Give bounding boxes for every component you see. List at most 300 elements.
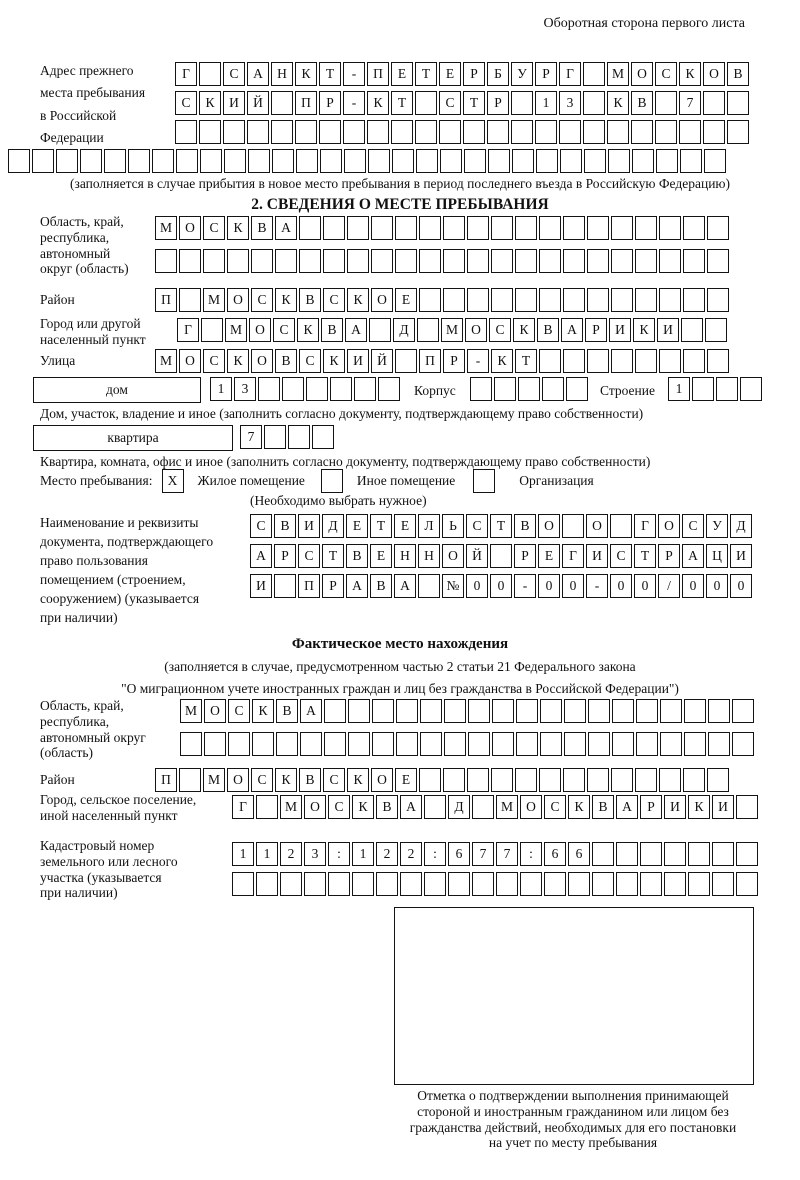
char-box[interactable]: П bbox=[155, 768, 177, 792]
char-box[interactable] bbox=[727, 120, 749, 144]
char-box[interactable]: О bbox=[520, 795, 542, 819]
char-box[interactable] bbox=[716, 377, 738, 401]
char-box[interactable] bbox=[369, 318, 391, 342]
char-box[interactable]: Е bbox=[370, 544, 392, 568]
char-box[interactable] bbox=[539, 288, 561, 312]
char-box[interactable] bbox=[515, 288, 537, 312]
char-box[interactable] bbox=[705, 318, 727, 342]
char-box[interactable]: И bbox=[730, 544, 752, 568]
char-box[interactable]: М bbox=[607, 62, 629, 86]
char-box[interactable] bbox=[612, 732, 634, 756]
char-box[interactable] bbox=[472, 872, 494, 896]
char-box[interactable] bbox=[636, 699, 658, 723]
char-box[interactable]: П bbox=[367, 62, 389, 86]
char-box[interactable]: Д bbox=[730, 514, 752, 538]
char-box[interactable]: 0 bbox=[538, 574, 560, 598]
char-box[interactable]: О bbox=[538, 514, 560, 538]
char-box[interactable] bbox=[417, 318, 439, 342]
char-box[interactable] bbox=[232, 872, 254, 896]
char-box[interactable] bbox=[587, 349, 609, 373]
char-box[interactable]: Е bbox=[346, 514, 368, 538]
char-box[interactable]: Р bbox=[535, 62, 557, 86]
char-box[interactable] bbox=[443, 249, 465, 273]
char-box[interactable] bbox=[542, 377, 564, 401]
char-box[interactable] bbox=[444, 699, 466, 723]
char-box[interactable]: С bbox=[251, 288, 273, 312]
char-box[interactable] bbox=[295, 120, 317, 144]
char-box[interactable]: Й bbox=[371, 349, 393, 373]
char-box[interactable] bbox=[640, 872, 662, 896]
char-box[interactable]: А bbox=[247, 62, 269, 86]
char-box[interactable]: А bbox=[682, 544, 704, 568]
char-box[interactable]: 3 bbox=[234, 377, 256, 401]
char-box[interactable] bbox=[275, 249, 297, 273]
char-box[interactable]: В bbox=[514, 514, 536, 538]
char-box[interactable]: В bbox=[276, 699, 298, 723]
char-box[interactable]: К bbox=[199, 91, 221, 115]
char-box[interactable] bbox=[443, 768, 465, 792]
char-box[interactable] bbox=[296, 149, 318, 173]
char-box[interactable]: X bbox=[162, 469, 184, 493]
char-box[interactable]: В bbox=[275, 349, 297, 373]
char-box[interactable] bbox=[592, 872, 614, 896]
char-box[interactable]: 0 bbox=[682, 574, 704, 598]
char-box[interactable] bbox=[392, 149, 414, 173]
char-box[interactable] bbox=[468, 732, 490, 756]
char-box[interactable] bbox=[564, 699, 586, 723]
char-box[interactable] bbox=[540, 732, 562, 756]
char-box[interactable] bbox=[636, 732, 658, 756]
char-box[interactable]: А bbox=[346, 574, 368, 598]
char-box[interactable] bbox=[488, 149, 510, 173]
char-box[interactable] bbox=[736, 795, 758, 819]
char-box[interactable]: М bbox=[441, 318, 463, 342]
char-box[interactable]: А bbox=[561, 318, 583, 342]
char-box[interactable] bbox=[683, 768, 705, 792]
char-box[interactable]: Р bbox=[443, 349, 465, 373]
char-box[interactable]: М bbox=[155, 349, 177, 373]
char-box[interactable] bbox=[347, 216, 369, 240]
char-box[interactable]: К bbox=[347, 288, 369, 312]
char-box[interactable] bbox=[321, 469, 343, 493]
char-box[interactable] bbox=[610, 514, 632, 538]
char-box[interactable] bbox=[659, 288, 681, 312]
char-box[interactable] bbox=[473, 469, 495, 493]
char-box[interactable] bbox=[568, 872, 590, 896]
char-box[interactable] bbox=[656, 149, 678, 173]
char-box[interactable]: О bbox=[249, 318, 271, 342]
char-box[interactable] bbox=[470, 377, 492, 401]
char-box[interactable]: Е bbox=[538, 544, 560, 568]
char-box[interactable]: Д bbox=[393, 318, 415, 342]
char-box[interactable] bbox=[540, 699, 562, 723]
char-box[interactable]: С bbox=[273, 318, 295, 342]
char-box[interactable]: Р bbox=[322, 574, 344, 598]
char-box[interactable]: 0 bbox=[706, 574, 728, 598]
char-box[interactable]: К bbox=[252, 699, 274, 723]
char-box[interactable] bbox=[539, 249, 561, 273]
char-box[interactable] bbox=[518, 377, 540, 401]
char-box[interactable]: К bbox=[513, 318, 535, 342]
char-box[interactable]: Р bbox=[319, 91, 341, 115]
char-box[interactable]: С bbox=[682, 514, 704, 538]
char-box[interactable]: № bbox=[442, 574, 464, 598]
char-box[interactable] bbox=[727, 91, 749, 115]
char-box[interactable] bbox=[683, 216, 705, 240]
char-box[interactable] bbox=[587, 288, 609, 312]
char-box[interactable] bbox=[251, 249, 273, 273]
char-box[interactable] bbox=[707, 288, 729, 312]
char-box[interactable] bbox=[415, 120, 437, 144]
char-box[interactable] bbox=[588, 699, 610, 723]
char-box[interactable] bbox=[632, 149, 654, 173]
char-box[interactable] bbox=[512, 149, 534, 173]
char-box[interactable] bbox=[448, 872, 470, 896]
char-box[interactable] bbox=[354, 377, 376, 401]
char-box[interactable] bbox=[608, 149, 630, 173]
char-box[interactable] bbox=[271, 120, 293, 144]
char-box[interactable] bbox=[511, 91, 533, 115]
char-box[interactable] bbox=[155, 249, 177, 273]
char-box[interactable]: Л bbox=[418, 514, 440, 538]
char-box[interactable]: : bbox=[424, 842, 446, 866]
char-box[interactable] bbox=[684, 732, 706, 756]
char-box[interactable] bbox=[179, 288, 201, 312]
char-box[interactable] bbox=[256, 872, 278, 896]
char-box[interactable] bbox=[56, 149, 78, 173]
char-box[interactable] bbox=[8, 149, 30, 173]
char-box[interactable] bbox=[227, 249, 249, 273]
char-box[interactable] bbox=[256, 795, 278, 819]
char-box[interactable] bbox=[490, 544, 512, 568]
char-box[interactable]: Р bbox=[658, 544, 680, 568]
char-box[interactable] bbox=[247, 120, 269, 144]
char-box[interactable] bbox=[635, 768, 657, 792]
char-box[interactable]: И bbox=[298, 514, 320, 538]
char-box[interactable] bbox=[464, 149, 486, 173]
char-box[interactable]: О bbox=[251, 349, 273, 373]
char-box[interactable] bbox=[467, 249, 489, 273]
char-box[interactable] bbox=[347, 249, 369, 273]
char-box[interactable] bbox=[688, 842, 710, 866]
char-box[interactable] bbox=[611, 216, 633, 240]
char-box[interactable]: / bbox=[658, 574, 680, 598]
char-box[interactable]: К bbox=[347, 768, 369, 792]
char-box[interactable]: К bbox=[688, 795, 710, 819]
char-box[interactable] bbox=[199, 120, 221, 144]
char-box[interactable]: К bbox=[568, 795, 590, 819]
char-box[interactable]: В bbox=[631, 91, 653, 115]
char-box[interactable] bbox=[312, 425, 334, 449]
char-box[interactable] bbox=[740, 377, 762, 401]
char-box[interactable] bbox=[320, 149, 342, 173]
char-box[interactable] bbox=[424, 872, 446, 896]
char-box[interactable]: И bbox=[609, 318, 631, 342]
char-box[interactable]: А bbox=[400, 795, 422, 819]
char-box[interactable]: О bbox=[179, 349, 201, 373]
char-box[interactable] bbox=[655, 120, 677, 144]
char-box[interactable] bbox=[424, 795, 446, 819]
char-box[interactable] bbox=[707, 216, 729, 240]
char-box[interactable]: У bbox=[511, 62, 533, 86]
char-box[interactable]: - bbox=[467, 349, 489, 373]
char-box[interactable] bbox=[440, 149, 462, 173]
char-box[interactable] bbox=[635, 249, 657, 273]
char-box[interactable] bbox=[631, 120, 653, 144]
char-box[interactable]: М bbox=[155, 216, 177, 240]
char-box[interactable]: 7 bbox=[496, 842, 518, 866]
char-box[interactable] bbox=[468, 699, 490, 723]
char-box[interactable]: 6 bbox=[448, 842, 470, 866]
char-box[interactable]: К bbox=[633, 318, 655, 342]
char-box[interactable]: К bbox=[295, 62, 317, 86]
char-box[interactable]: Т bbox=[370, 514, 392, 538]
char-box[interactable] bbox=[640, 842, 662, 866]
char-box[interactable]: И bbox=[657, 318, 679, 342]
char-box[interactable] bbox=[732, 732, 754, 756]
char-box[interactable] bbox=[395, 249, 417, 273]
char-box[interactable] bbox=[367, 120, 389, 144]
char-box[interactable]: П bbox=[295, 91, 317, 115]
char-box[interactable]: К bbox=[297, 318, 319, 342]
char-box[interactable]: Е bbox=[394, 514, 416, 538]
char-box[interactable]: Д bbox=[448, 795, 470, 819]
char-box[interactable] bbox=[420, 732, 442, 756]
char-box[interactable] bbox=[583, 120, 605, 144]
char-box[interactable] bbox=[612, 699, 634, 723]
char-box[interactable]: В bbox=[299, 288, 321, 312]
char-box[interactable]: О bbox=[631, 62, 653, 86]
char-box[interactable] bbox=[563, 349, 585, 373]
char-box[interactable] bbox=[707, 249, 729, 273]
char-box[interactable] bbox=[175, 120, 197, 144]
char-box[interactable]: О bbox=[371, 768, 393, 792]
char-box[interactable] bbox=[535, 120, 557, 144]
char-box[interactable]: С bbox=[328, 795, 350, 819]
char-box[interactable] bbox=[201, 318, 223, 342]
char-box[interactable] bbox=[200, 149, 222, 173]
char-box[interactable]: О bbox=[586, 514, 608, 538]
char-box[interactable] bbox=[299, 216, 321, 240]
char-box[interactable] bbox=[587, 768, 609, 792]
char-box[interactable] bbox=[248, 149, 270, 173]
char-box[interactable] bbox=[443, 288, 465, 312]
char-box[interactable] bbox=[324, 732, 346, 756]
char-box[interactable] bbox=[704, 149, 726, 173]
char-box[interactable]: Р bbox=[487, 91, 509, 115]
char-box[interactable]: В bbox=[727, 62, 749, 86]
char-box[interactable] bbox=[419, 249, 441, 273]
char-box[interactable] bbox=[276, 732, 298, 756]
char-box[interactable]: В bbox=[592, 795, 614, 819]
char-box[interactable] bbox=[306, 377, 328, 401]
char-box[interactable] bbox=[224, 149, 246, 173]
char-box[interactable] bbox=[703, 91, 725, 115]
char-box[interactable] bbox=[319, 120, 341, 144]
char-box[interactable] bbox=[179, 249, 201, 273]
char-box[interactable] bbox=[419, 768, 441, 792]
char-box[interactable]: В bbox=[274, 514, 296, 538]
char-box[interactable]: М bbox=[280, 795, 302, 819]
char-box[interactable] bbox=[491, 288, 513, 312]
char-box[interactable] bbox=[304, 872, 326, 896]
char-box[interactable] bbox=[415, 91, 437, 115]
char-box[interactable] bbox=[611, 768, 633, 792]
char-box[interactable] bbox=[712, 842, 734, 866]
char-box[interactable] bbox=[467, 768, 489, 792]
char-box[interactable]: С bbox=[250, 514, 272, 538]
char-box[interactable]: А bbox=[300, 699, 322, 723]
char-box[interactable] bbox=[563, 768, 585, 792]
char-box[interactable] bbox=[396, 699, 418, 723]
char-box[interactable] bbox=[611, 288, 633, 312]
char-box[interactable]: М bbox=[225, 318, 247, 342]
char-box[interactable] bbox=[611, 349, 633, 373]
char-box[interactable] bbox=[128, 149, 150, 173]
char-box[interactable]: И bbox=[664, 795, 686, 819]
char-box[interactable]: В bbox=[299, 768, 321, 792]
char-box[interactable]: Д bbox=[322, 514, 344, 538]
char-box[interactable]: Г bbox=[562, 544, 584, 568]
char-box[interactable] bbox=[491, 216, 513, 240]
char-box[interactable] bbox=[328, 872, 350, 896]
char-box[interactable]: В bbox=[251, 216, 273, 240]
char-box[interactable]: Е bbox=[395, 768, 417, 792]
char-box[interactable]: 7 bbox=[240, 425, 262, 449]
char-box[interactable] bbox=[348, 699, 370, 723]
char-box[interactable] bbox=[592, 842, 614, 866]
char-box[interactable] bbox=[659, 768, 681, 792]
char-box[interactable] bbox=[616, 842, 638, 866]
char-box[interactable]: 1 bbox=[352, 842, 374, 866]
char-box[interactable] bbox=[199, 62, 221, 86]
char-box[interactable]: К bbox=[679, 62, 701, 86]
char-box[interactable] bbox=[372, 732, 394, 756]
char-box[interactable]: А bbox=[394, 574, 416, 598]
char-box[interactable] bbox=[494, 377, 516, 401]
char-box[interactable] bbox=[271, 91, 293, 115]
char-box[interactable] bbox=[688, 872, 710, 896]
char-box[interactable] bbox=[736, 842, 758, 866]
char-box[interactable]: Т bbox=[463, 91, 485, 115]
char-box[interactable] bbox=[323, 249, 345, 273]
char-box[interactable] bbox=[539, 768, 561, 792]
char-box[interactable] bbox=[264, 425, 286, 449]
char-box[interactable] bbox=[520, 872, 542, 896]
char-box[interactable] bbox=[660, 699, 682, 723]
char-box[interactable] bbox=[683, 349, 705, 373]
char-box[interactable] bbox=[683, 249, 705, 273]
char-box[interactable]: С bbox=[610, 544, 632, 568]
char-box[interactable] bbox=[563, 288, 585, 312]
char-box[interactable]: Й bbox=[247, 91, 269, 115]
char-box[interactable]: В bbox=[321, 318, 343, 342]
char-box[interactable]: С bbox=[489, 318, 511, 342]
char-box[interactable] bbox=[204, 732, 226, 756]
char-box[interactable] bbox=[539, 349, 561, 373]
char-box[interactable] bbox=[496, 872, 518, 896]
char-box[interactable]: Н bbox=[394, 544, 416, 568]
char-box[interactable]: А bbox=[275, 216, 297, 240]
char-box[interactable]: 6 bbox=[568, 842, 590, 866]
char-box[interactable] bbox=[684, 699, 706, 723]
char-box[interactable] bbox=[372, 699, 394, 723]
char-box[interactable] bbox=[376, 872, 398, 896]
char-box[interactable]: - bbox=[343, 91, 365, 115]
char-box[interactable]: 3 bbox=[304, 842, 326, 866]
char-box[interactable]: 2 bbox=[400, 842, 422, 866]
char-box[interactable]: М bbox=[203, 768, 225, 792]
char-box[interactable] bbox=[664, 872, 686, 896]
char-box[interactable] bbox=[492, 732, 514, 756]
char-box[interactable] bbox=[418, 574, 440, 598]
char-box[interactable]: В bbox=[346, 544, 368, 568]
char-box[interactable] bbox=[511, 120, 533, 144]
char-box[interactable] bbox=[732, 699, 754, 723]
char-box[interactable] bbox=[324, 699, 346, 723]
char-box[interactable] bbox=[708, 699, 730, 723]
char-box[interactable] bbox=[463, 120, 485, 144]
char-box[interactable]: К bbox=[227, 349, 249, 373]
char-box[interactable] bbox=[564, 732, 586, 756]
char-box[interactable] bbox=[443, 216, 465, 240]
char-box[interactable]: Е bbox=[439, 62, 461, 86]
char-box[interactable]: Т bbox=[415, 62, 437, 86]
char-box[interactable]: К bbox=[607, 91, 629, 115]
char-box[interactable] bbox=[584, 149, 606, 173]
char-box[interactable] bbox=[467, 216, 489, 240]
char-box[interactable] bbox=[736, 872, 758, 896]
char-box[interactable] bbox=[348, 732, 370, 756]
char-box[interactable]: О bbox=[179, 216, 201, 240]
char-box[interactable]: Т bbox=[490, 514, 512, 538]
char-box[interactable]: 1 bbox=[535, 91, 557, 115]
char-box[interactable] bbox=[587, 249, 609, 273]
char-box[interactable]: К bbox=[352, 795, 374, 819]
char-box[interactable]: Г bbox=[175, 62, 197, 86]
char-box[interactable] bbox=[515, 216, 537, 240]
char-box[interactable]: С bbox=[298, 544, 320, 568]
char-box[interactable]: Р bbox=[640, 795, 662, 819]
char-box[interactable] bbox=[635, 349, 657, 373]
char-box[interactable] bbox=[176, 149, 198, 173]
char-box[interactable]: Б bbox=[487, 62, 509, 86]
char-box[interactable] bbox=[274, 574, 296, 598]
char-box[interactable]: 1 bbox=[210, 377, 232, 401]
char-box[interactable] bbox=[299, 249, 321, 273]
char-box[interactable]: У bbox=[706, 514, 728, 538]
char-box[interactable]: С bbox=[203, 349, 225, 373]
char-box[interactable] bbox=[352, 872, 374, 896]
char-box[interactable] bbox=[607, 120, 629, 144]
char-box[interactable] bbox=[708, 732, 730, 756]
char-box[interactable] bbox=[330, 377, 352, 401]
char-box[interactable]: П bbox=[298, 574, 320, 598]
char-box[interactable]: И bbox=[250, 574, 272, 598]
char-box[interactable]: Т bbox=[391, 91, 413, 115]
char-box[interactable]: С bbox=[439, 91, 461, 115]
char-box[interactable] bbox=[491, 768, 513, 792]
char-box[interactable]: С bbox=[655, 62, 677, 86]
char-box[interactable] bbox=[368, 149, 390, 173]
char-box[interactable] bbox=[587, 216, 609, 240]
char-box[interactable]: 7 bbox=[679, 91, 701, 115]
char-box[interactable]: К bbox=[275, 768, 297, 792]
char-box[interactable] bbox=[664, 842, 686, 866]
char-box[interactable] bbox=[288, 425, 310, 449]
char-box[interactable]: 6 bbox=[544, 842, 566, 866]
char-box[interactable]: С bbox=[323, 768, 345, 792]
